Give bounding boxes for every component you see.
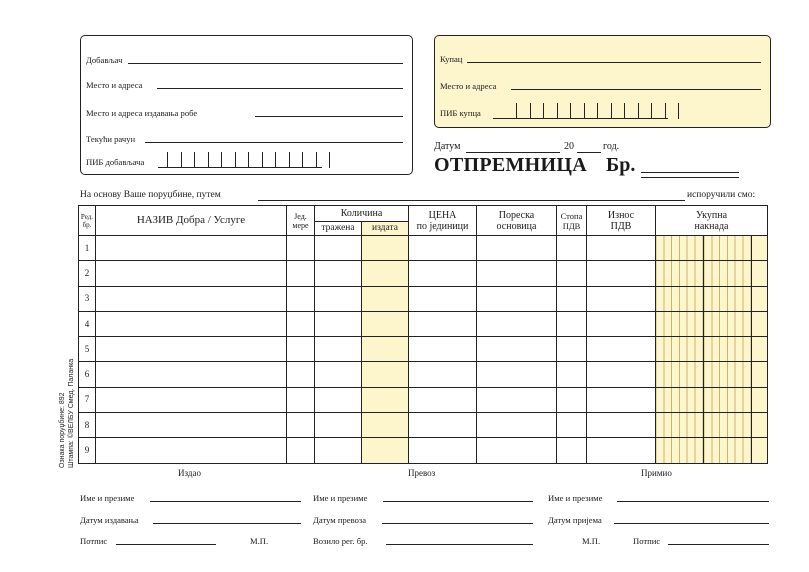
supplier-pib-cells[interactable] bbox=[167, 152, 330, 168]
buyer-address-label: Место и адреса bbox=[440, 81, 497, 91]
supplier-field[interactable] bbox=[128, 63, 403, 64]
col-header-qty-issued: издата bbox=[362, 222, 409, 236]
order-line-suffix: испоручили смо: bbox=[687, 190, 756, 200]
supplier-address-label: Место и адреса bbox=[86, 80, 143, 90]
vehicle-reg-field[interactable] bbox=[386, 544, 533, 545]
table-row[interactable] bbox=[79, 286, 768, 311]
document-number-field[interactable] bbox=[641, 172, 739, 173]
table-row[interactable] bbox=[79, 236, 768, 261]
row-number: 2 bbox=[79, 261, 96, 286]
buyer-address-field[interactable] bbox=[511, 89, 761, 90]
col-header-vat-amount: Износ ПДВ bbox=[587, 206, 656, 236]
supplier-address-field[interactable] bbox=[157, 88, 403, 89]
table-row[interactable] bbox=[79, 311, 768, 336]
issuer-signature-field[interactable] bbox=[116, 544, 216, 545]
order-line-field[interactable] bbox=[258, 200, 685, 201]
supplier-label: Добављач bbox=[86, 55, 123, 65]
buyer-pib-label: ПИБ купца bbox=[440, 108, 481, 118]
row-number: 4 bbox=[79, 311, 96, 336]
transport-date-label: Датум превоза bbox=[313, 515, 367, 525]
table-row[interactable] bbox=[79, 438, 768, 463]
receiver-signature-label: Потпис bbox=[633, 536, 661, 546]
buyer-label: Купац bbox=[440, 54, 463, 64]
year-suffix: год. bbox=[603, 141, 620, 152]
table-row[interactable] bbox=[79, 337, 768, 362]
table-row[interactable] bbox=[79, 261, 768, 286]
col-header-total: Укупна накнада bbox=[656, 206, 768, 236]
issue-date-field[interactable] bbox=[153, 523, 301, 524]
col-header-price: ЦЕНА по јединици bbox=[409, 206, 477, 236]
receiver-signature-field[interactable] bbox=[668, 544, 769, 545]
receiver-name-field[interactable] bbox=[617, 501, 769, 502]
vehicle-reg-label: Возило рег. бр. bbox=[313, 536, 368, 546]
buyer-field[interactable] bbox=[467, 62, 761, 63]
col-header-number: Ред. бр. bbox=[79, 206, 96, 236]
receipt-date-field[interactable] bbox=[614, 523, 769, 524]
receiver-name-label: Име и презиме bbox=[548, 493, 603, 503]
items-table bbox=[78, 205, 768, 464]
bank-account-field[interactable] bbox=[145, 142, 403, 143]
dispatch-place-field[interactable] bbox=[255, 116, 403, 117]
row-number: 1 bbox=[79, 236, 96, 261]
bank-account-label: Текући рачун bbox=[86, 134, 136, 144]
row-number: 8 bbox=[79, 413, 96, 438]
issuer-name-label: Име и презиме bbox=[80, 493, 135, 503]
issuer-signature-label: Потпис bbox=[80, 536, 108, 546]
year-field[interactable] bbox=[577, 152, 601, 153]
col-header-tax-base: Пореска основица bbox=[477, 206, 557, 236]
side-print-info: Ознака поруџбине: 892 Штампа: ©ВЕЛБУ Смед. Паланка bbox=[59, 358, 75, 468]
document-title: ОТПРЕМНИЦА bbox=[434, 154, 587, 176]
transporter-name-label: Име и презиме bbox=[313, 493, 368, 503]
date-field[interactable] bbox=[466, 152, 560, 153]
col-header-quantity: Количина bbox=[315, 206, 409, 222]
footer-issued-heading: Издао bbox=[178, 468, 201, 478]
transport-date-field[interactable] bbox=[382, 523, 533, 524]
dispatch-place-label: Место и адреса издавања робе bbox=[86, 108, 198, 118]
col-header-name: НАЗИВ Добра / Услуге bbox=[96, 206, 287, 236]
col-header-qty-requested: тражена bbox=[315, 222, 362, 236]
footer-received-heading: Примио bbox=[641, 468, 672, 478]
year-prefix: 20 bbox=[564, 141, 574, 152]
issuer-stamp-label: М.П. bbox=[250, 536, 269, 546]
receipt-date-label: Датум пријема bbox=[548, 515, 602, 525]
supplier-pib-label: ПИБ добављача bbox=[86, 157, 145, 167]
order-line-prefix: На основу Ваше поруџбине, путем bbox=[80, 190, 221, 200]
row-number: 5 bbox=[79, 337, 96, 362]
buyer-pib-cells[interactable] bbox=[516, 103, 679, 119]
number-label: Бр. bbox=[606, 154, 636, 176]
table-row[interactable] bbox=[79, 413, 768, 438]
receiver-stamp-label: М.П. bbox=[582, 536, 601, 546]
row-number: 9 bbox=[79, 438, 96, 463]
date-label: Датум bbox=[434, 141, 461, 152]
row-number: 6 bbox=[79, 362, 96, 387]
transporter-name-field[interactable] bbox=[383, 501, 533, 502]
issue-date-label: Датум издавања bbox=[80, 515, 139, 525]
row-number: 7 bbox=[79, 387, 96, 412]
row-number: 3 bbox=[79, 286, 96, 311]
col-header-unit: Јед. мере bbox=[287, 206, 315, 236]
col-header-vat-rate: Стопа ПДВ bbox=[557, 206, 587, 236]
issuer-name-field[interactable] bbox=[150, 501, 301, 502]
footer-transport-heading: Превоз bbox=[408, 468, 436, 478]
table-row[interactable] bbox=[79, 387, 768, 412]
table-row[interactable] bbox=[79, 362, 768, 387]
